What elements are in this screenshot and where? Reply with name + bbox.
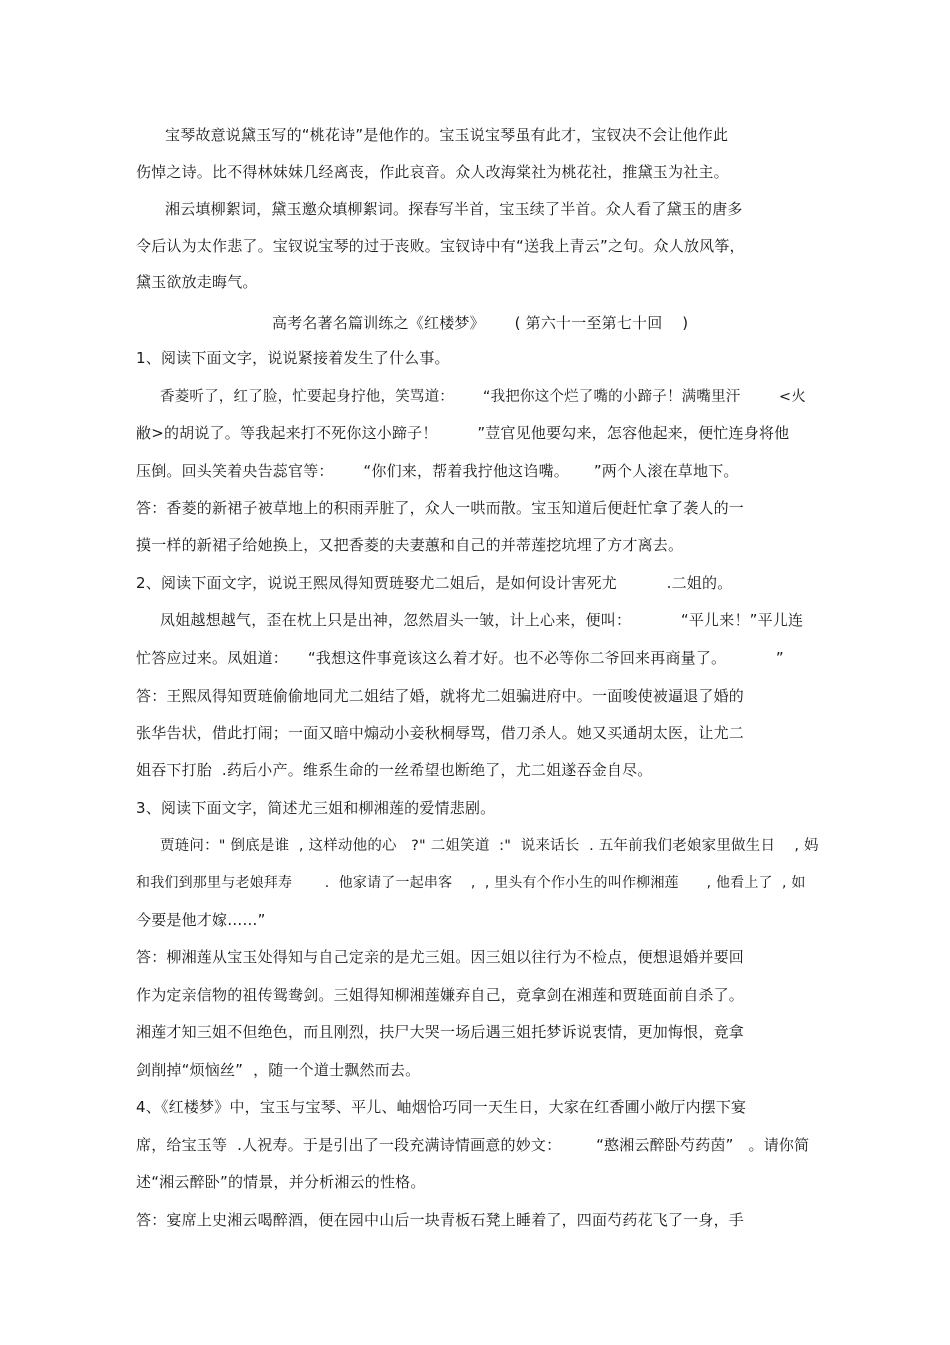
passage-line: 敝>的胡说了。等我起来打不死你这小蹄子！ ”荳官见他要勾来，怎容他起来，便忙连身将他 [136, 424, 790, 442]
section-title: 高考名著名篇训练之《红楼梦》 ( 第六十一至第七十回 ) [272, 314, 689, 332]
question-line: 4、《红楼梦》中，宝玉与宝琴、平儿、岫烟恰巧同一天生日，大家在红香圃小敞厅内摆下宴 [136, 1098, 747, 1116]
answer-line: 剑削掉“烦恼丝” ，随一个道士飘然而去。 [136, 1061, 421, 1079]
question-line: 述“湘云醉卧”的情景，并分析湘云的性格。 [136, 1173, 426, 1191]
paragraph-line: 令后认为太作悲了。宝钗说宝琴的过于丧败。宝钗诗中有“送我上青云”之句。众人放风筝， [136, 237, 745, 255]
answer-line: 姐吞下打胎 .药后小产。维系生命的一丝希望也断绝了，尤二姐遂吞金自尽。 [136, 761, 653, 779]
passage-line: 压倒。回头笑着央告蕊官等： “你们来，帮着我拧他这诌嘴。 ”两个人滚在草地下。 [136, 462, 739, 480]
passage-line: 和我们到那里与老娘拜寿 . 他家请了一起串客 , , 里头有个作小生的叫作柳湘莲 , 他看上了 , 如 [136, 875, 806, 891]
passage-line: 香菱听了，红了脸，忙要起身拧他，笑骂道： “我把你这个烂了嘴的小蹄子！满嘴里汗 <火 [160, 389, 806, 405]
question-line: 席，给宝玉等 .人祝寿。于是引出了一段充满诗情画意的妙文： “憨湘云醉卧芍药茵” 。请你简 [136, 1136, 810, 1154]
answer-line: 作为定亲信物的祖传鸳鸯剑。三姐得知柳湘莲嫌弃自己，竟拿剑在湘莲和贾琏面前自杀了。 [136, 986, 745, 1004]
paragraph-line: 湘云填柳絮词，黛玉邀众填柳絮词。探春写半首，宝玉续了半首。众人看了黛玉的唐多 [165, 200, 743, 218]
passage-line: 忙答应过来。凤姐道： “我想这件事竟该这么着才好。也不必等你二爷回来再商量了。 ” [136, 649, 784, 667]
answer-line: 答：王熙凤得知贾琏偷偷地同尤二姐结了婚，就将尤二姐骗进府中。一面唆使被逼退了婚的 [136, 687, 745, 705]
answer-line: 答：柳湘莲从宝玉处得知与自己定亲的是尤三姐。因三姐以往行为不检点，便想退婚并要回 [136, 948, 745, 966]
passage-line: 凤姐越想越气，歪在枕上只是出神，忽然眉头一皱，计上心来，便叫： “平儿来！”平儿连 [160, 611, 804, 629]
answer-line: 摸一样的新裙子给她换上，又把香菱的夫妻蕙和自己的并蒂莲挖坑埋了方才离去。 [136, 536, 684, 554]
question-line: 3、阅读下面文字，简述尤三姐和柳湘莲的爱情悲剧。 [136, 799, 496, 817]
answer-line: 湘莲才知三姐不但绝色，而且刚烈，扶尸大哭一场后遇三姐托梦诉说衷情，更加悔恨，竟拿 [136, 1023, 745, 1041]
answer-line: 张华告状，借此打闹；一面又暗中煽动小妾秋桐辱骂，借刀杀人。她又买通胡太医，让尤二 [136, 724, 745, 742]
passage-line: 今要是他才嫁……” [136, 911, 266, 929]
passage-line: 贾琏问：" 倒底是谁 , 这样动他的心 ?" 二姐笑道 :" 说来话长 . 五年前我们老娘家里做生日 , 妈 [160, 838, 819, 854]
paragraph-line: 黛玉欲放走晦气。 [136, 273, 258, 291]
answer-line: 答：宴席上史湘云喝醉酒，便在园中山后一块青板石凳上睡着了，四面芍药花飞了一身，手 [136, 1211, 745, 1229]
question-line: 2、阅读下面文字，说说王熙凤得知贾琏娶尤二姐后，是如何设计害死尤 .二姐的。 [136, 574, 733, 592]
paragraph-line: 伤悼之诗。比不得林妹妹几经离丧，作此哀音。众人改海棠社为桃花社，推黛玉为社主。 [136, 163, 729, 181]
paragraph-line: 宝琴故意说黛玉写的“桃花诗”是他作的。宝玉说宝琴虽有此才，宝钗决不会让他作此 [165, 126, 729, 144]
question-line: 1、阅读下面文字，说说紧接着发生了什么事。 [136, 349, 450, 367]
answer-line: 答：香菱的新裙子被草地上的积雨弄脏了，众人一哄而散。宝玉知道后便赶忙拿了袭人的一 [136, 499, 745, 517]
